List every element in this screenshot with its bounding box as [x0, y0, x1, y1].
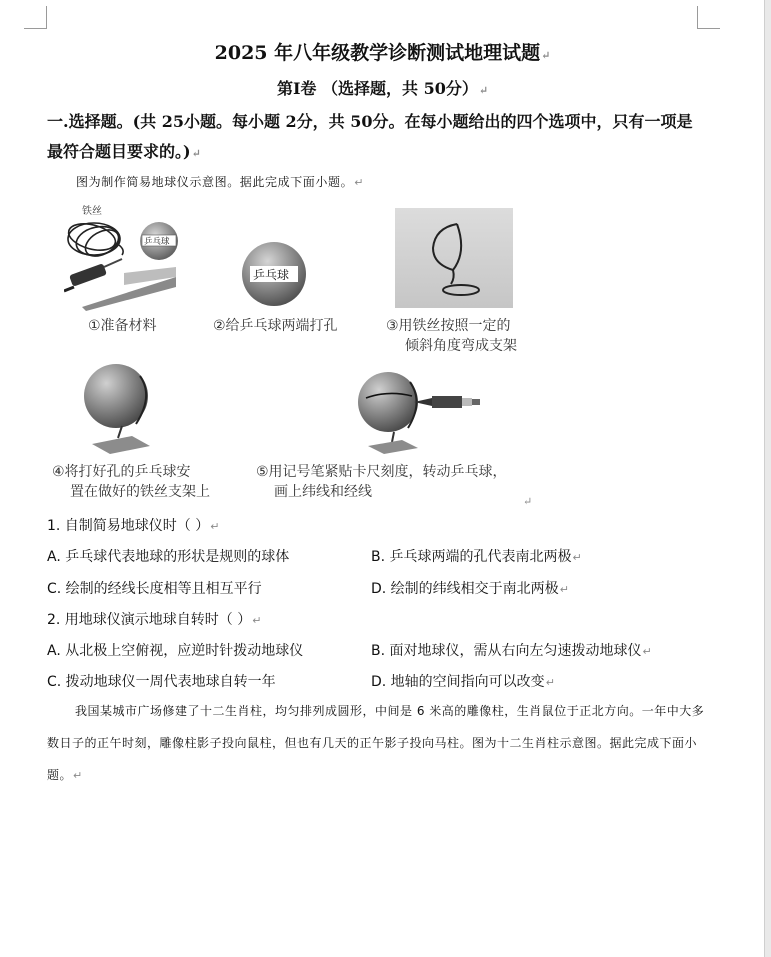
wire-label: 铁丝 [82, 206, 102, 217]
question-2-option-a: A. 从北极上空俯视，应逆时针拨动地球仪 [47, 643, 304, 659]
paragraph-mark-icon: ↵ [545, 676, 555, 689]
paragraph-mark-icon: ↵ [252, 614, 262, 627]
paragraph-mark-icon: ↵ [523, 495, 533, 508]
question-1-option-c: C. 绘制的经线长度相等且相互平行 [47, 581, 262, 597]
wire-stand-photo [395, 208, 513, 308]
paragraph-mark-icon: ↵ [572, 551, 582, 564]
exam-subtitle: 第Ⅰ卷 （选择题，共 50分）↵ [276, 79, 489, 98]
figure-paragraph-mark [522, 490, 532, 509]
question-1-option-d: D. 绘制的纬线相交于南北两极↵ [371, 581, 569, 597]
paragraph-mark-icon: ↵ [210, 520, 220, 533]
step-3-caption: ③用铁丝按照一定的 倾斜角度弯成支架 [386, 318, 517, 354]
section-heading: 一.选择题。(共 25小题。每小题 2分，共 50分。在每小题给出的四个选项中，只有一项是最符合题目要求的。)↵ [47, 112, 693, 161]
ball-text: 乒乓球 [144, 237, 170, 247]
paragraph-mark-icon: ↵ [541, 49, 551, 62]
step-4-caption: ④将打好孔的乒乓球安 置在做好的铁丝支架上 [52, 464, 210, 500]
question-2-option-b: B. 面对地球仪，需从右向左匀速拨动地球仪↵ [371, 643, 652, 659]
ping-pong-ball-illustration [238, 240, 310, 308]
question-1-option-b: B. 乒乓球两端的孔代表南北两极↵ [371, 549, 582, 565]
step-1-caption: ①准备材料 [88, 318, 157, 334]
exam-title: 2025 年八年级教学诊断测试地理试题↵ [214, 42, 551, 64]
paragraph-mark-icon: ↵ [559, 583, 569, 596]
question-2-option-c: C. 拨动地球仪一周代表地球自转一年 [47, 674, 276, 690]
question-1-stem: 1. 自制简易地球仪时（ ）↵ [47, 518, 220, 534]
crop-mark-top-left [24, 6, 47, 29]
paragraph-mark-icon: ↵ [191, 147, 201, 160]
globe-on-stand-illustration [76, 362, 160, 454]
paragraph-mark-icon: ↵ [642, 645, 652, 658]
passage-zodiac-pillars: 我国某城市广场修建了十二生肖柱，均匀排列成圆形，中间是 6 米高的雕像柱，生肖鼠位于正北方向。一年中大多数日子的正午时刻，雕像柱影子投向鼠柱，但也有几天的正午影子投向马柱。图为十二生肖柱示意图。据此完成下面小题。↵ [47, 704, 705, 782]
paragraph-mark-icon: ↵ [354, 176, 365, 189]
drill-icon [64, 259, 122, 291]
globe-marking-illustration [358, 368, 488, 456]
question-1-option-a: A. 乒乓球代表地球的形状是规则的球体 [47, 549, 290, 565]
crop-mark-top-right [697, 6, 720, 29]
materials-illustration [64, 203, 180, 311]
step-5-caption: ⑤用记号笔紧贴卡尺刻度，转动乒乓球， 画上纬线和经线 [256, 464, 507, 500]
question-2-stem: 2. 用地球仪演示地球自转时（ ）↵ [47, 612, 262, 628]
paragraph-mark-icon: ↵ [73, 769, 83, 782]
window-edge [764, 0, 771, 957]
question-2-option-d: D. 地轴的空间指向可以改变↵ [371, 674, 555, 690]
paragraph-mark-icon: ↵ [478, 84, 489, 97]
ball-text: 乒乓球 [253, 268, 290, 282]
marker-pen-icon [414, 396, 480, 408]
step-2-caption: ②给乒乓球两端打孔 [213, 318, 338, 334]
figure-intro: 图为制作简易地球仪示意图。据此完成下面小题。↵ [76, 175, 365, 189]
